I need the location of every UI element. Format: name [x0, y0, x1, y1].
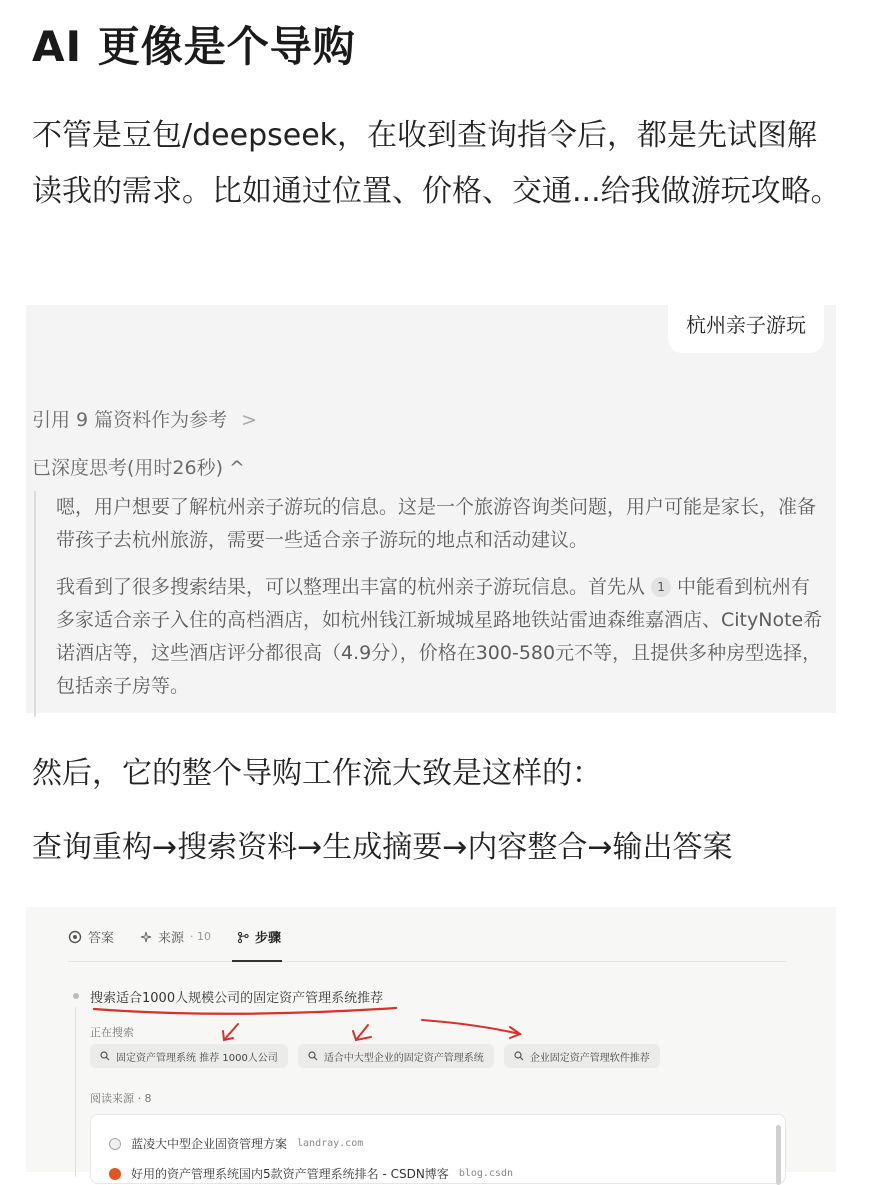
workflow-intro: 然后，它的整个导购工作流大致是这样的： [32, 756, 602, 791]
tab-sources[interactable]: 来源 · 10 [140, 927, 211, 946]
source-item[interactable]: 好用的资产管理系统国内5款资产管理系统排名 - CSDN博客 blog.csdn [109, 1165, 513, 1182]
reference-badge[interactable]: 1 [651, 577, 671, 597]
arrow-annotation [422, 1020, 520, 1038]
intro-paragraph: 不管是豆包/deepseek，在收到查询指令后，都是先试图解读我的需求。比如通过位置、价格、交通...给我做游玩攻略。 [32, 118, 841, 209]
source-item[interactable]: 蓝凌大中型企业固资管理方案 landray.com [109, 1135, 363, 1152]
thinking-toggle[interactable]: 已深度思考(用时26秒) ^ [32, 457, 245, 479]
thought-paragraph: 嗯，用户想要了解杭州亲子游玩的信息。这是一个旅游咨询类问题，用户可能是家长，准备带孩子去杭州旅游，需要一些适合亲子游玩的地点和活动建议。 [56, 496, 817, 551]
citation-label: 引用 9 篇资料作为参考 [32, 409, 228, 431]
arrow-annotation [353, 1025, 371, 1040]
tab-answer[interactable]: 答案 [68, 927, 114, 946]
workflow-steps: 查询重构→搜索资料→生成摘要→内容整合→输出答案 [32, 830, 733, 865]
arrow-annotation [223, 1024, 238, 1040]
search-query: 搜索适合1000人规模公司的固定资产管理系统推荐 [90, 991, 384, 1006]
search-chip[interactable]: 企业固定资产管理软件推荐 [504, 1044, 660, 1068]
user-query-bubble: 杭州亲子游玩 [668, 301, 824, 353]
chevron-right-icon: > [241, 409, 258, 431]
search-screenshot [26, 907, 836, 1181]
searching-label: 正在搜索 [90, 1026, 134, 1039]
article-heading: AI 更像是个导购 [32, 22, 356, 71]
chat-screenshot [26, 305, 836, 713]
underline-annotation [94, 1008, 396, 1014]
reading-sources-label: 阅读来源 · 8 [90, 1092, 152, 1105]
citation-toggle[interactable] [32, 405, 257, 432]
search-chip[interactable]: 适合中大型企业的固定资产管理系统 [298, 1044, 494, 1068]
thinking-content [34, 491, 824, 717]
red-annotations [26, 907, 836, 1172]
search-chip[interactable]: 固定资产管理系统 推荐 1000人公司 [90, 1044, 288, 1068]
thought-paragraph: 我看到了很多搜索结果，可以整理出丰富的杭州亲子游玩信息。首先从 1 中能看到杭州有多家适合亲子入住的高档酒店，如杭州钱江新城城星路地铁站雷迪森维嘉酒店、CityNote希诺酒店等，这些酒店评分都很高（4.9分），价格在300-580元不等，且提供多种房型选择，包括亲子房等。 [56, 576, 823, 697]
tab-steps[interactable]: 步骤 [237, 927, 281, 946]
